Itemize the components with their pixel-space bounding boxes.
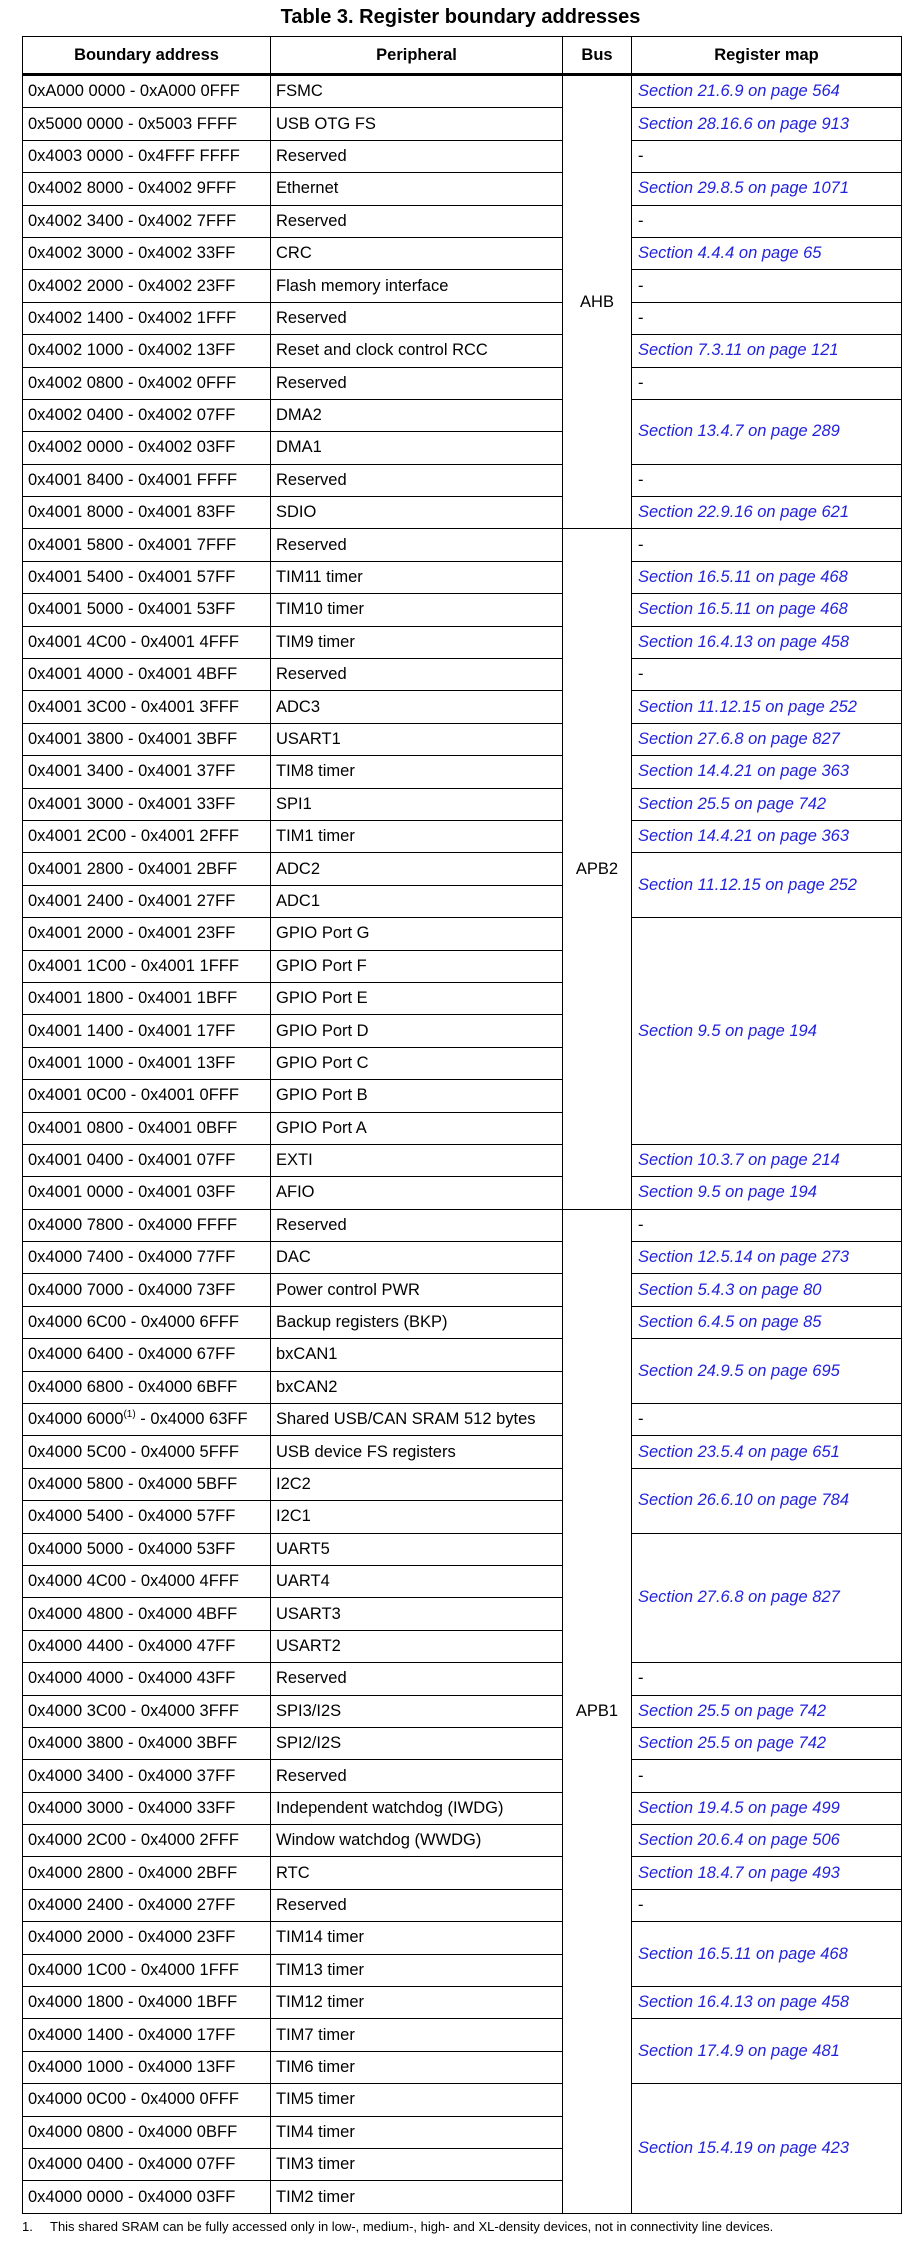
register-map-link[interactable]: Section 14.4.21 on page 363 [632, 820, 902, 852]
boundary-address-cell: 0x4002 3400 - 0x4002 7FFF [23, 205, 271, 237]
peripheral-cell: Reserved [271, 464, 563, 496]
peripheral-cell: Backup registers (BKP) [271, 1306, 563, 1338]
peripheral-cell: Flash memory interface [271, 270, 563, 302]
table-row [23, 205, 902, 237]
register-map-none: - [632, 1760, 902, 1792]
register-map-link[interactable]: Section 16.4.13 on page 458 [632, 626, 902, 658]
header-bus: Bus [563, 37, 632, 75]
boundary-address-cell: 0x4000 1000 - 0x4000 13FF [23, 2051, 271, 2083]
boundary-address-cell: 0x4000 2800 - 0x4000 2BFF [23, 1857, 271, 1889]
footnote-text: This shared SRAM can be fully accessed only in low-, medium-, high- and XL-density devices, not in connectivity line devices. [50, 2219, 774, 2234]
boundary-address-cell: 0x4001 4000 - 0x4001 4BFF [23, 659, 271, 691]
boundary-address-cell: 0x4001 5000 - 0x4001 53FF [23, 594, 271, 626]
register-map-link[interactable]: Section 21.6.9 on page 564 [632, 75, 902, 108]
peripheral-cell: Reserved [271, 1663, 563, 1695]
table-body [23, 75, 902, 2214]
boundary-address-cell: 0x4000 2400 - 0x4000 27FF [23, 1889, 271, 1921]
peripheral-cell: Reserved [271, 1209, 563, 1241]
register-map-link[interactable]: Section 7.3.11 on page 121 [632, 335, 902, 367]
peripheral-cell: Reserved [271, 529, 563, 561]
table-row [23, 918, 902, 950]
peripheral-cell: USB device FS registers [271, 1436, 563, 1468]
peripheral-cell: Ethernet [271, 173, 563, 205]
peripheral-cell: GPIO Port D [271, 1015, 563, 1047]
register-map-none: - [632, 1404, 902, 1436]
header-peripheral: Peripheral [271, 37, 563, 75]
boundary-address-cell: 0x4001 1000 - 0x4001 13FF [23, 1047, 271, 1079]
peripheral-cell: TIM6 timer [271, 2051, 563, 2083]
boundary-address-cell: 0x4001 3C00 - 0x4001 3FFF [23, 691, 271, 723]
peripheral-cell: CRC [271, 237, 563, 269]
register-map-link[interactable]: Section 6.4.5 on page 85 [632, 1306, 902, 1338]
table-row [23, 1987, 902, 2019]
register-map-link[interactable]: Section 27.6.8 on page 827 [632, 1533, 902, 1663]
table-row [23, 756, 902, 788]
table-row [23, 1339, 902, 1371]
boundary-address-cell: 0x4002 1000 - 0x4002 13FF [23, 335, 271, 367]
peripheral-cell: USB OTG FS [271, 108, 563, 140]
peripheral-cell: ADC3 [271, 691, 563, 723]
boundary-address-cell: 0x4003 0000 - 0x4FFF FFFF [23, 140, 271, 172]
boundary-address-cell: 0x4000 7400 - 0x4000 77FF [23, 1242, 271, 1274]
boundary-address-cell: 0x4002 0800 - 0x4002 0FFF [23, 367, 271, 399]
peripheral-cell: ADC2 [271, 853, 563, 885]
register-map-link[interactable]: Section 28.16.6 on page 913 [632, 108, 902, 140]
boundary-address-cell: 0x4001 1800 - 0x4001 1BFF [23, 982, 271, 1014]
boundary-address-cell: 0x4001 8400 - 0x4001 FFFF [23, 464, 271, 496]
peripheral-cell: TIM11 timer [271, 561, 563, 593]
table-row [23, 464, 902, 496]
boundary-address-cell: 0x4000 0000 - 0x4000 03FF [23, 2181, 271, 2213]
boundary-address-cell: 0x4000 6800 - 0x4000 6BFF [23, 1371, 271, 1403]
table-row [23, 1922, 902, 1954]
header-register-map: Register map [632, 37, 902, 75]
boundary-address-cell: 0x4000 5800 - 0x4000 5BFF [23, 1468, 271, 1500]
boundary-address-cell: 0x4001 5800 - 0x4001 7FFF [23, 529, 271, 561]
table-row [23, 270, 902, 302]
register-map-link[interactable]: Section 20.6.4 on page 506 [632, 1825, 902, 1857]
table-row [23, 788, 902, 820]
boundary-address-cell [23, 1404, 271, 1436]
table-row [23, 1209, 902, 1241]
boundary-address-cell: 0x4001 3000 - 0x4001 33FF [23, 788, 271, 820]
register-map-link[interactable]: Section 16.5.11 on page 468 [632, 561, 902, 593]
peripheral-cell: GPIO Port E [271, 982, 563, 1014]
boundary-address-cell: 0x4000 1400 - 0x4000 17FF [23, 2019, 271, 2051]
boundary-address-cell: 0x4002 3000 - 0x4002 33FF [23, 237, 271, 269]
table-row [23, 108, 902, 140]
register-map-link[interactable]: Section 13.4.7 on page 289 [632, 399, 902, 464]
table-row [23, 173, 902, 205]
table-row [23, 659, 902, 691]
address-start: 0x4000 6000 [28, 1410, 124, 1429]
peripheral-cell: GPIO Port A [271, 1112, 563, 1144]
peripheral-cell: SPI2/I2S [271, 1727, 563, 1759]
table-row [23, 723, 902, 755]
register-map-none: - [632, 1889, 902, 1921]
peripheral-cell: TIM9 timer [271, 626, 563, 658]
boundary-address-cell: 0x4001 2C00 - 0x4001 2FFF [23, 820, 271, 852]
register-map-link[interactable]: Section 12.5.14 on page 273 [632, 1242, 902, 1274]
boundary-address-cell: 0x4002 1400 - 0x4002 1FFF [23, 302, 271, 334]
boundary-address-cell: 0x4002 0000 - 0x4002 03FF [23, 432, 271, 464]
boundary-address-cell: 0x4000 0800 - 0x4000 0BFF [23, 2116, 271, 2148]
boundary-address-cell: 0x4000 0C00 - 0x4000 0FFF [23, 2084, 271, 2116]
peripheral-cell: I2C2 [271, 1468, 563, 1500]
boundary-address-cell: 0x4000 5400 - 0x4000 57FF [23, 1501, 271, 1533]
peripheral-cell: ADC1 [271, 885, 563, 917]
register-map-link[interactable]: Section 23.5.4 on page 651 [632, 1436, 902, 1468]
boundary-address-cell: 0x4001 3400 - 0x4001 37FF [23, 756, 271, 788]
peripheral-cell: DAC [271, 1242, 563, 1274]
table-row [23, 335, 902, 367]
peripheral-cell: bxCAN1 [271, 1339, 563, 1371]
boundary-address-cell: 0x4001 1400 - 0x4001 17FF [23, 1015, 271, 1047]
peripheral-cell: TIM7 timer [271, 2019, 563, 2051]
boundary-address-cell: 0x4001 3800 - 0x4001 3BFF [23, 723, 271, 755]
peripheral-cell: USART3 [271, 1598, 563, 1630]
boundary-address-cell: 0x4000 4000 - 0x4000 43FF [23, 1663, 271, 1695]
boundary-address-cell: 0x4000 4400 - 0x4000 47FF [23, 1630, 271, 1662]
register-map-link[interactable]: Section 27.6.8 on page 827 [632, 723, 902, 755]
table-row [23, 237, 902, 269]
peripheral-cell: GPIO Port F [271, 950, 563, 982]
boundary-address-cell: 0x4001 5400 - 0x4001 57FF [23, 561, 271, 593]
register-map-none: - [632, 529, 902, 561]
boundary-address-cell: 0x4001 1C00 - 0x4001 1FFF [23, 950, 271, 982]
register-map-none: - [632, 1209, 902, 1241]
register-map-link[interactable]: Section 5.4.3 on page 80 [632, 1274, 902, 1306]
register-map-none: - [632, 1663, 902, 1695]
peripheral-cell: UART4 [271, 1565, 563, 1597]
bus-cell: APB2 [563, 529, 632, 1209]
table-row [23, 1274, 902, 1306]
register-map-link[interactable]: Section 16.5.11 on page 468 [632, 1922, 902, 1987]
boundary-address-cell: 0x4000 4C00 - 0x4000 4FFF [23, 1565, 271, 1597]
table-row [23, 594, 902, 626]
table-row [23, 1306, 902, 1338]
boundary-address-cell: 0x4001 0C00 - 0x4001 0FFF [23, 1080, 271, 1112]
register-map-link[interactable]: Section 18.4.7 on page 493 [632, 1857, 902, 1889]
table-row [23, 1889, 902, 1921]
register-map-none: - [632, 302, 902, 334]
register-map-none: - [632, 659, 902, 691]
register-map-none: - [632, 205, 902, 237]
register-map-none: - [632, 367, 902, 399]
register-map-link[interactable]: Section 16.4.13 on page 458 [632, 1987, 902, 2019]
table-row [23, 561, 902, 593]
peripheral-cell: SDIO [271, 497, 563, 529]
register-map-link[interactable]: Section 15.4.19 on page 423 [632, 2084, 902, 2214]
peripheral-cell: GPIO Port G [271, 918, 563, 950]
peripheral-cell: Power control PWR [271, 1274, 563, 1306]
register-map-none: - [632, 140, 902, 172]
peripheral-cell: USART1 [271, 723, 563, 755]
boundary-address-cell: 0x4001 2400 - 0x4001 27FF [23, 885, 271, 917]
table-row [23, 1177, 902, 1209]
bus-cell: APB1 [563, 1209, 632, 2213]
peripheral-cell: DMA1 [271, 432, 563, 464]
boundary-address-cell: 0x4000 0400 - 0x4000 07FF [23, 2149, 271, 2181]
table-row [23, 1436, 902, 1468]
peripheral-cell: RTC [271, 1857, 563, 1889]
peripheral-cell: TIM14 timer [271, 1922, 563, 1954]
peripheral-cell: GPIO Port B [271, 1080, 563, 1112]
peripheral-cell: Reserved [271, 1889, 563, 1921]
register-map-link[interactable]: Section 9.5 on page 194 [632, 1177, 902, 1209]
peripheral-cell: Window watchdog (WWDG) [271, 1825, 563, 1857]
peripheral-cell: EXTI [271, 1144, 563, 1176]
table-title: Table 3. Register boundary addresses [280, 6, 641, 28]
boundary-address-cell: 0x4001 4C00 - 0x4001 4FFF [23, 626, 271, 658]
register-map-link[interactable]: Section 25.5 on page 742 [632, 1695, 902, 1727]
register-map-none: - [632, 464, 902, 496]
peripheral-cell: FSMC [271, 75, 563, 108]
peripheral-cell: Shared USB/CAN SRAM 512 bytes [271, 1404, 563, 1436]
table-row [23, 1695, 902, 1727]
register-map-link[interactable]: Section 26.6.10 on page 784 [632, 1468, 902, 1533]
register-map-link[interactable]: Section 25.5 on page 742 [632, 1727, 902, 1759]
boundary-address-cell: 0x4000 6C00 - 0x4000 6FFF [23, 1306, 271, 1338]
register-map-link[interactable]: Section 14.4.21 on page 363 [632, 756, 902, 788]
boundary-address-cell: 0x4000 1C00 - 0x4000 1FFF [23, 1954, 271, 1986]
header-boundary-address: Boundary address [23, 37, 271, 75]
table-row [23, 1760, 902, 1792]
peripheral-cell: USART2 [271, 1630, 563, 1662]
peripheral-cell: Reserved [271, 205, 563, 237]
boundary-address-cell: 0x5000 0000 - 0x5003 FFFF [23, 108, 271, 140]
table-row [23, 1468, 902, 1500]
boundary-address-cell: 0x4000 7000 - 0x4000 73FF [23, 1274, 271, 1306]
register-map-link[interactable]: Section 25.5 on page 742 [632, 788, 902, 820]
register-map-link[interactable]: Section 11.12.15 on page 252 [632, 691, 902, 723]
peripheral-cell: TIM2 timer [271, 2181, 563, 2213]
peripheral-cell: Reserved [271, 367, 563, 399]
peripheral-cell: Reserved [271, 1760, 563, 1792]
peripheral-cell: TIM13 timer [271, 1954, 563, 1986]
table-row [23, 2084, 902, 2116]
boundary-address-cell: 0x4000 6400 - 0x4000 67FF [23, 1339, 271, 1371]
table-row [23, 1857, 902, 1889]
address-end: - 0x4000 63FF [135, 1410, 248, 1429]
register-map-link[interactable]: Section 17.4.9 on page 481 [632, 2019, 902, 2084]
table-row [23, 529, 902, 561]
boundary-address-cell: 0x4001 0400 - 0x4001 07FF [23, 1144, 271, 1176]
boundary-address-cell: 0x4000 7800 - 0x4000 FFFF [23, 1209, 271, 1241]
boundary-address-cell: 0x4000 5000 - 0x4000 53FF [23, 1533, 271, 1565]
table-row [23, 1792, 902, 1824]
table-row [23, 626, 902, 658]
boundary-address-cell: 0x4000 3C00 - 0x4000 3FFF [23, 1695, 271, 1727]
boundary-address-cell: 0x4001 2000 - 0x4001 23FF [23, 918, 271, 950]
table-row [23, 497, 902, 529]
table-row [23, 302, 902, 334]
boundary-address-cell: 0x4001 0800 - 0x4001 0BFF [23, 1112, 271, 1144]
peripheral-cell: TIM4 timer [271, 2116, 563, 2148]
register-map-link[interactable]: Section 22.9.16 on page 621 [632, 497, 902, 529]
peripheral-cell: TIM5 timer [271, 2084, 563, 2116]
peripheral-cell: TIM3 timer [271, 2149, 563, 2181]
boundary-address-cell: 0x4002 0400 - 0x4002 07FF [23, 399, 271, 431]
boundary-address-cell: 0x4001 2800 - 0x4001 2BFF [23, 853, 271, 885]
boundary-address-cell: 0x4001 8000 - 0x4001 83FF [23, 497, 271, 529]
boundary-address-cell: 0x4002 2000 - 0x4002 23FF [23, 270, 271, 302]
table-row [23, 1533, 902, 1565]
register-map-link[interactable]: Section 4.4.4 on page 65 [632, 237, 902, 269]
peripheral-cell: Reserved [271, 302, 563, 334]
register-map-link[interactable]: Section 29.8.5 on page 1071 [632, 173, 902, 205]
table-row [23, 1663, 902, 1695]
peripheral-cell: Reserved [271, 659, 563, 691]
register-map-link[interactable]: Section 24.9.5 on page 695 [632, 1339, 902, 1404]
boundary-address-cell: 0x4000 1800 - 0x4000 1BFF [23, 1987, 271, 2019]
register-map-link[interactable]: Section 9.5 on page 194 [632, 918, 902, 1145]
boundary-address-cell: 0x4000 5C00 - 0x4000 5FFF [23, 1436, 271, 1468]
boundary-address-cell: 0x4000 4800 - 0x4000 4BFF [23, 1598, 271, 1630]
register-boundary-table [22, 36, 902, 2214]
peripheral-cell: SPI1 [271, 788, 563, 820]
boundary-address-cell: 0x4000 3400 - 0x4000 37FF [23, 1760, 271, 1792]
peripheral-cell: AFIO [271, 1177, 563, 1209]
footnote-ref: (1) [123, 1409, 136, 1421]
table-row [23, 1404, 902, 1436]
boundary-address-cell: 0x4000 3000 - 0x4000 33FF [23, 1792, 271, 1824]
bus-cell: AHB [563, 75, 632, 529]
peripheral-cell: Independent watchdog (IWDG) [271, 1792, 563, 1824]
table-row [23, 1242, 902, 1274]
peripheral-cell: UART5 [271, 1533, 563, 1565]
table-row [23, 2019, 902, 2051]
peripheral-cell: Reserved [271, 140, 563, 172]
peripheral-cell: bxCAN2 [271, 1371, 563, 1403]
table-row [23, 399, 902, 431]
table-row [23, 140, 902, 172]
table-row [23, 1144, 902, 1176]
table-row [23, 75, 902, 108]
peripheral-cell: TIM12 timer [271, 1987, 563, 2019]
boundary-address-cell: 0x4000 2000 - 0x4000 23FF [23, 1922, 271, 1954]
peripheral-cell: SPI3/I2S [271, 1695, 563, 1727]
peripheral-cell: I2C1 [271, 1501, 563, 1533]
table-row [23, 691, 902, 723]
register-map-link[interactable]: Section 16.5.11 on page 468 [632, 594, 902, 626]
table-row [23, 820, 902, 852]
table-header-row [23, 37, 902, 75]
boundary-address-cell: 0x4002 8000 - 0x4002 9FFF [23, 173, 271, 205]
register-map-none: - [632, 270, 902, 302]
register-map-link[interactable]: Section 11.12.15 on page 252 [632, 853, 902, 918]
peripheral-cell: GPIO Port C [271, 1047, 563, 1079]
peripheral-cell: TIM8 timer [271, 756, 563, 788]
boundary-address-cell: 0x4000 3800 - 0x4000 3BFF [23, 1727, 271, 1759]
peripheral-cell: TIM1 timer [271, 820, 563, 852]
table-row [23, 367, 902, 399]
table-row [23, 1825, 902, 1857]
register-map-link[interactable]: Section 10.3.7 on page 214 [632, 1144, 902, 1176]
footnote-number: 1. [22, 2219, 33, 2234]
peripheral-cell: TIM10 timer [271, 594, 563, 626]
table-row [23, 853, 902, 885]
peripheral-cell: Reset and clock control RCC [271, 335, 563, 367]
boundary-address-cell: 0x4001 0000 - 0x4001 03FF [23, 1177, 271, 1209]
register-map-link[interactable]: Section 19.4.5 on page 499 [632, 1792, 902, 1824]
boundary-address-cell: 0x4000 2C00 - 0x4000 2FFF [23, 1825, 271, 1857]
peripheral-cell: DMA2 [271, 399, 563, 431]
table-row [23, 1727, 902, 1759]
boundary-address-cell: 0xA000 0000 - 0xA000 0FFF [23, 75, 271, 108]
